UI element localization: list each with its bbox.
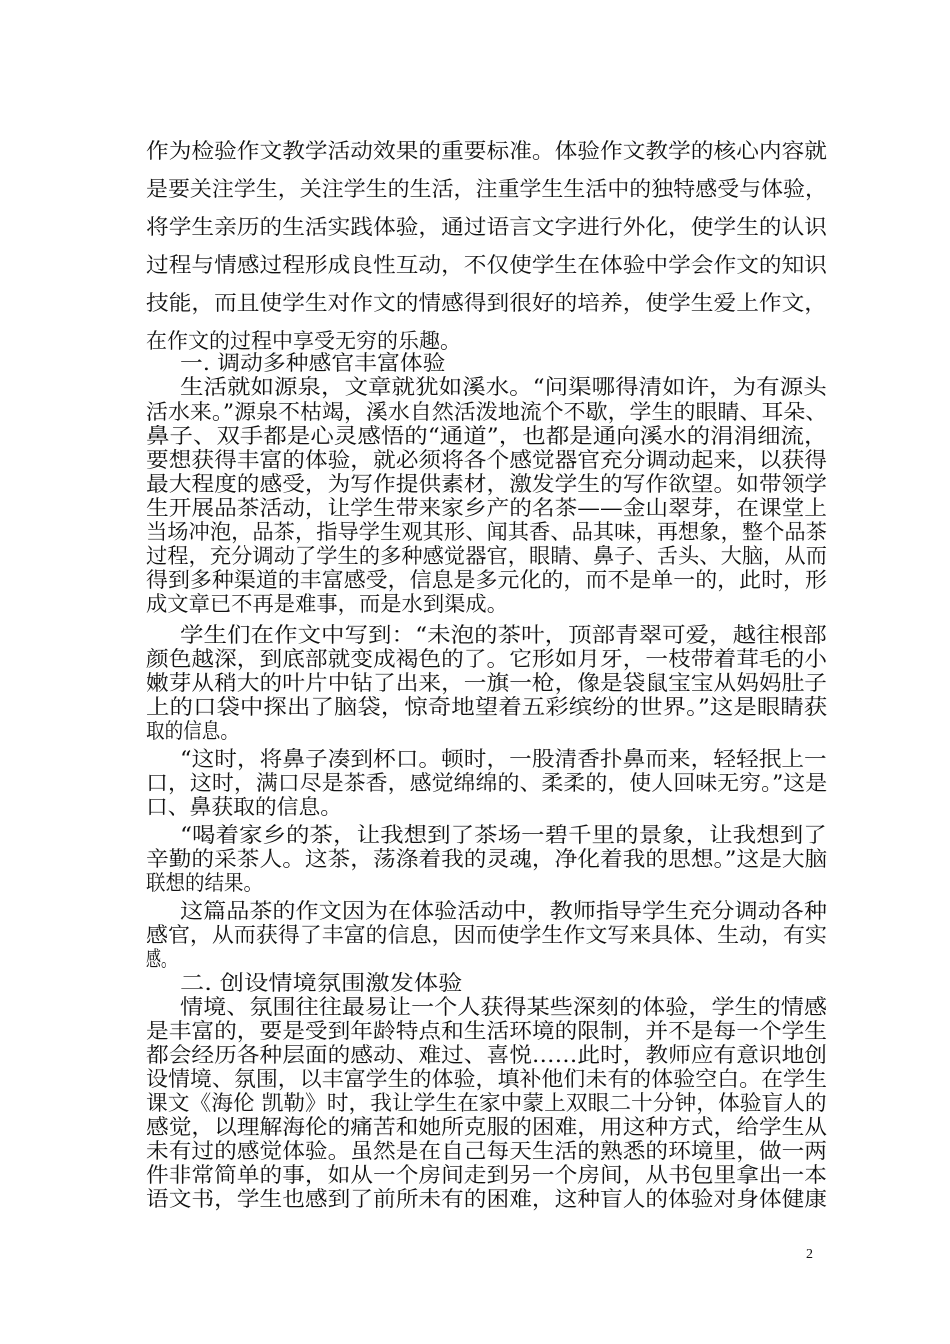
text-line: 二. 创设情境氛围激发体验 bbox=[180, 971, 463, 995]
text-line: 鼻子、双手都是心灵感悟的“通道”，也都是通向溪水的涓涓细流， bbox=[146, 424, 828, 448]
text-line: 设情境、氛围，以丰富学生的体验，填补他们未有的体验空白。在学生 bbox=[146, 1067, 827, 1091]
text-line: 将学生亲历的生活实践体验，通过语言文字进行外化，使学生的认识 bbox=[146, 215, 827, 239]
text-line: 在作文的过程中享受无穷的乐趣。 bbox=[146, 329, 461, 353]
text-line: 件非常简单的事，如从一个房间走到另一个房间，从书包里拿出一本 bbox=[146, 1163, 827, 1187]
text-line: 语文书，学生也感到了前所未有的困难，这种盲人的体验对身体健康 bbox=[146, 1187, 827, 1211]
text-line: 最大程度的感受，为写作提供素材，激发学生的写作欲望。如带领学 bbox=[146, 472, 827, 496]
text-line: 感官，从而获得了丰富的信息，因而使学生作文写来具体、生动，有实 bbox=[146, 923, 827, 947]
text-line: 上的口袋中探出了脑袋，惊奇地望着五彩缤纷的世界。”这是眼睛获 bbox=[146, 695, 828, 719]
text-line: 口、鼻获取的信息。 bbox=[146, 795, 342, 819]
text-line: 颜色越深，到底部就变成褐色的了。它形如月牙，一枝带着茸毛的小 bbox=[146, 647, 827, 671]
text-line: 口，这时，满口尽是茶香，感觉绵绵的、柔柔的，使人回味无穷。”这是 bbox=[146, 771, 828, 795]
text-line: 生开展品茶活动，让学生带来家乡产的名茶——金山翠芽，在课堂上 bbox=[146, 496, 827, 520]
text-line: 要想获得丰富的体验，就必须将各个感觉器官充分调动起来，以获得 bbox=[146, 448, 827, 472]
text-line: 技能，而且使学生对作文的情感得到很好的培养，使学生爱上作文， bbox=[146, 291, 827, 315]
text-line: 作为检验作文教学活动效果的重要标准。体验作文教学的核心内容就 bbox=[146, 139, 827, 163]
text-line: 过程，充分调动了学生的多种感觉器官，眼睛、鼻子、舌头、大脑，从而 bbox=[146, 544, 827, 568]
text-line: 感。 bbox=[146, 947, 176, 971]
text-line: 成文章已不再是难事，而是水到渠成。 bbox=[146, 592, 509, 616]
text-line: 一. 调动多种感官丰富体验 bbox=[180, 351, 446, 375]
text-line: 当场冲泡，品茶，指导学生观其形、闻其香、品其味，再想象，整个品茶 bbox=[146, 520, 827, 544]
text-line: “喝着家乡的茶，让我想到了茶场一碧千里的景象，让我想到了 bbox=[180, 823, 827, 847]
text-line: 学生们在作文中写到：“未泡的茶叶，顶部青翠可爱，越往根部 bbox=[180, 623, 827, 647]
text-line: 嫩芽从稍大的叶片中钻了出来，一旗一枪，像是袋鼠宝宝从妈妈肚子 bbox=[146, 671, 827, 695]
text-line: 联想的结果。 bbox=[146, 871, 263, 895]
text-line: 得到多种渠道的丰富感受，信息是多元化的，而不是单一的，此时，形 bbox=[146, 568, 827, 592]
text-line: “这时，将鼻子凑到杯口。顿时，一股清香扑鼻而来，轻轻抿上一 bbox=[180, 747, 827, 771]
text-line: 活水来。”源泉不枯竭，溪水自然活泼地流个不歇，学生的眼睛、耳朵、 bbox=[146, 400, 828, 424]
text-line: 过程与情感过程形成良性互动，不仅使学生在体验中学会作文的知识 bbox=[146, 253, 827, 277]
text-line: 未有过的感觉体验。虽然是在自己每天生活的熟悉的环境里，做一两 bbox=[146, 1139, 827, 1163]
text-line: 生活就如源泉，文章就犹如溪水。“问渠哪得清如许，为有源头 bbox=[180, 375, 827, 399]
text-line: 辛勤的采茶人。这茶，荡涤着我的灵魂，净化着我的思想。”这是大脑 bbox=[146, 847, 828, 871]
page-number: 2 bbox=[806, 1247, 813, 1262]
text-line: 取的信息。 bbox=[146, 719, 239, 743]
text-line: 都会经历各种层面的感动、难过、喜悦……此时，教师应有意识地创 bbox=[146, 1043, 827, 1067]
text-line: 是丰富的，要是受到年龄特点和生活环境的限制，并不是每一个学生 bbox=[146, 1019, 827, 1043]
text-line: 课文《海伦 凯勒》时，我让学生在家中蒙上双眼二十分钟，体验盲人的 bbox=[146, 1091, 827, 1115]
text-line: 这篇品茶的作文因为在体验活动中，教师指导学生充分调动各种 bbox=[180, 899, 827, 923]
text-line: 情境、氛围往往最易让一个人获得某些深刻的体验，学生的情感 bbox=[180, 995, 827, 1019]
text-line: 是要关注学生，关注学生的生活，注重学生生活中的独特感受与体验， bbox=[146, 177, 827, 201]
text-line: 感觉，以理解海伦的痛苦和她所克服的困难，用这种方式，给学生从 bbox=[146, 1115, 827, 1139]
